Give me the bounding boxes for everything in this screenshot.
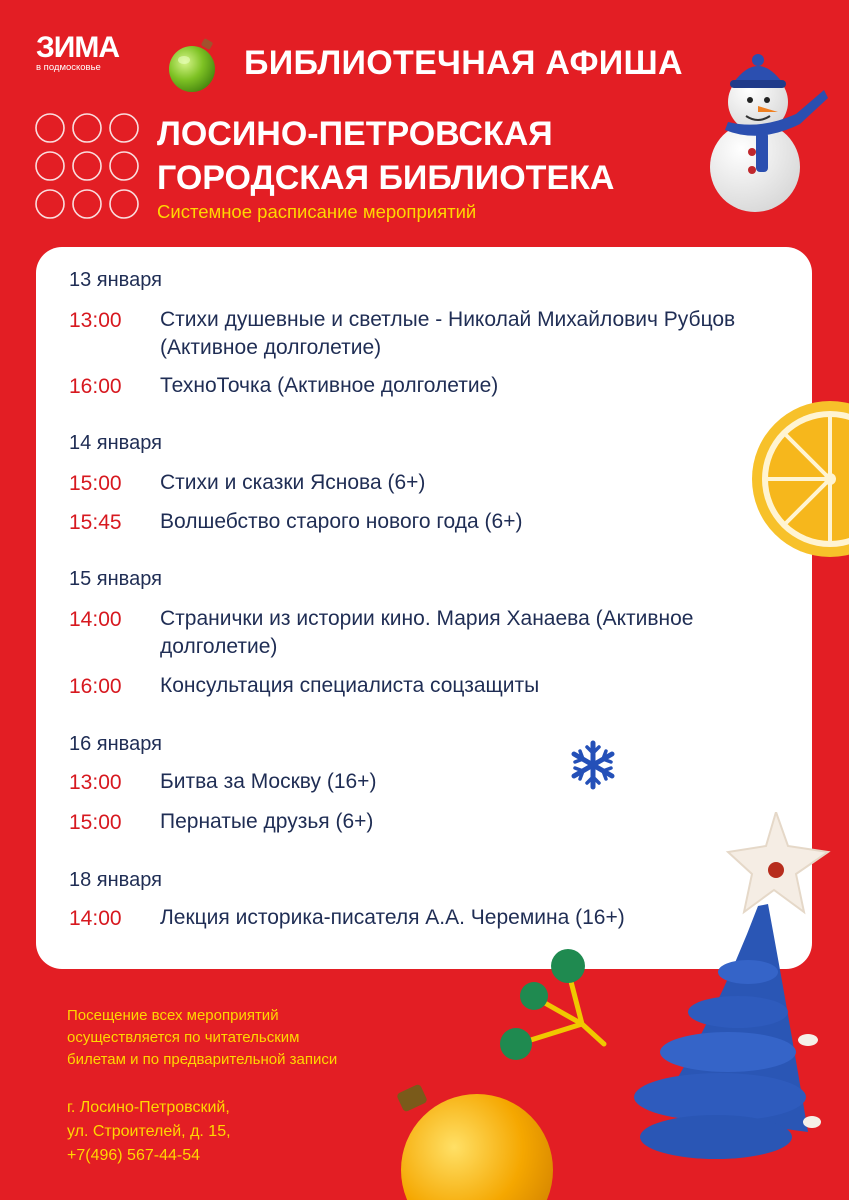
address-line: г. Лосино-Петровский, — [67, 1099, 230, 1116]
event-title: Стихи душевные и светлые - Николай Михайлович Рубцов (Активное долголетие) — [160, 308, 736, 359]
event-title: Битва за Москву (16+) — [160, 770, 377, 793]
circles-pattern — [34, 112, 144, 222]
notice-line: Посещение всех мероприятий — [67, 1007, 279, 1024]
event-title: Странички из истории кино. Мария Ханаева (Активное долголетие) — [160, 607, 694, 658]
event-title: Лекция историка-писателя А.А. Черемина (16+) — [160, 906, 625, 929]
zima-logo — [36, 31, 120, 74]
event-time: 15:00 — [69, 472, 122, 495]
library-name — [157, 112, 614, 200]
day-date: 14 января — [69, 432, 162, 454]
event-time: 13:00 — [69, 309, 122, 332]
event-title: Волшебство старого нового года (6+) — [160, 510, 523, 533]
day-date: 16 января — [69, 733, 162, 755]
day-date: 15 января — [69, 568, 162, 590]
event-title: Консультация специалиста соцзащиты — [160, 674, 540, 697]
logo-main: ЗИМА — [36, 31, 120, 64]
event-time: 13:00 — [69, 771, 122, 794]
blue-christmas-tree-icon — [598, 812, 849, 1172]
event-time: 15:45 — [69, 511, 122, 534]
library-name-line-1: ЛОСИНО-ПЕТРОВСКАЯ — [157, 115, 553, 153]
notice-line: осуществляется по читательским — [67, 1029, 300, 1046]
phone-number: +7(496) 567-44-54 — [67, 1147, 200, 1164]
event-time: 16:00 — [69, 375, 122, 398]
green-ornament-icon — [166, 38, 222, 94]
yellow-ornament-icon — [393, 1080, 555, 1200]
event-title: ТехноТочка (Активное долголетие) — [160, 374, 499, 397]
day-date: 18 января — [69, 869, 162, 891]
snowflake-icon — [566, 738, 620, 792]
logo-sub: в подмосковье — [36, 62, 101, 73]
green-berries-icon — [494, 944, 612, 1074]
address-line: ул. Строителей, д. 15, — [67, 1123, 231, 1140]
event-time: 14:00 — [69, 608, 122, 631]
library-address — [67, 1096, 367, 1168]
snowman-icon — [700, 52, 835, 212]
library-name-line-2: ГОРОДСКАЯ БИБЛИОТЕКА — [157, 159, 615, 197]
notice-line: билетам и по предварительной записи — [67, 1051, 338, 1068]
event-time: 16:00 — [69, 675, 122, 698]
event-title: Стихи и сказки Яснова (6+) — [160, 471, 426, 494]
event-time: 15:00 — [69, 811, 122, 834]
event-time: 14:00 — [69, 907, 122, 930]
event-title: Пернатые друзья (6+) — [160, 810, 374, 833]
page-header-title: БИБЛИОТЕЧНАЯ АФИША — [244, 44, 683, 82]
orange-slice-icon — [748, 398, 849, 560]
day-date: 13 января — [69, 269, 162, 291]
attendance-notice — [67, 1005, 447, 1071]
schedule-subtitle: Системное расписание мероприятий — [157, 201, 477, 222]
